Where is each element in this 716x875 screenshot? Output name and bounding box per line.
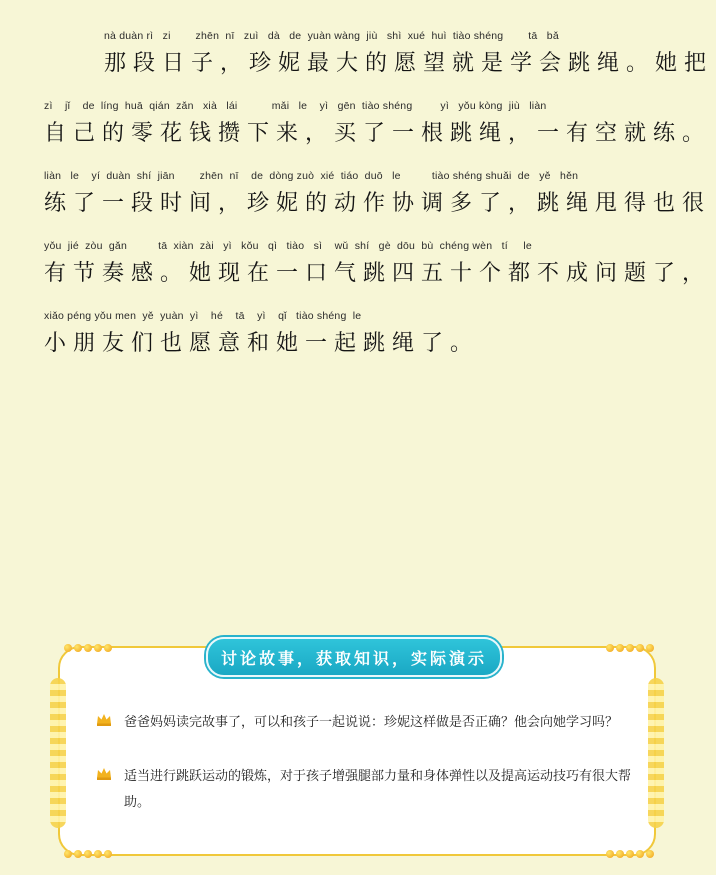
pinyin-line: liàn le yí duàn shí jiān zhēn nī de dòng zuò xié tiáo duō le tiào shéng shuǎi de yě hěn bbox=[44, 170, 579, 182]
pinyin-line: xiǎo péng yǒu men yě yuàn yì hé tā yì qǐ tiào shéng le bbox=[44, 310, 362, 322]
discussion-item-text: 爸爸妈妈读完故事了，可以和孩子一起说说：珍妮这样做是否正确？他会向她学习吗？ bbox=[124, 715, 619, 730]
pinyin-line: nà duàn rì zi zhēn nī zuì dà de yuàn wàng jiù shì xué huì tiào shéng tā bǎ bbox=[104, 30, 559, 42]
discussion-banner-title: 讨论故事，获取知识，实际演示 bbox=[220, 648, 487, 668]
frame-ornament-left bbox=[50, 678, 66, 828]
hanzi-line: 自己的零花钱攒下来，买了一根跳绳，一有空就练。 bbox=[44, 121, 712, 146]
hanzi-line: 小朋友们也愿意和她一起跳绳了。 bbox=[44, 331, 480, 356]
discussion-panel bbox=[58, 646, 656, 856]
corner-ornament bbox=[606, 850, 654, 858]
crown-icon bbox=[96, 766, 112, 780]
corner-ornament bbox=[606, 644, 654, 652]
pinyin-line: zì jǐ de líng huā qián zǎn xià lái mǎi le yì gēn tiào shéng yì yǒu kòng jiù liàn bbox=[44, 100, 547, 112]
frame-ornament-right bbox=[648, 678, 664, 828]
hanzi-line: 练了一段时间，珍妮的动作协调多了，跳绳甩得也很 bbox=[44, 191, 712, 216]
pinyin-line: yǒu jié zòu gǎn tā xiàn zài yì kǒu qì tiào sì wǔ shí gè dōu bù chéng wèn tí le bbox=[44, 240, 532, 252]
discussion-banner bbox=[206, 637, 502, 677]
crown-icon bbox=[96, 712, 112, 726]
hanzi-line: 那段日子，珍妮最大的愿望就是学会跳绳。她把 bbox=[104, 51, 714, 76]
corner-ornament bbox=[64, 644, 112, 652]
corner-ornament bbox=[64, 850, 112, 858]
hanzi-line: 有节奏感。她现在一口气跳四五十个都不成问题了， bbox=[44, 261, 712, 286]
discussion-item-text: 适当进行跳跃运动的锻炼，对于孩子增强腿部力量和身体弹性以及提高运动技巧有很大帮助。 bbox=[124, 769, 632, 810]
